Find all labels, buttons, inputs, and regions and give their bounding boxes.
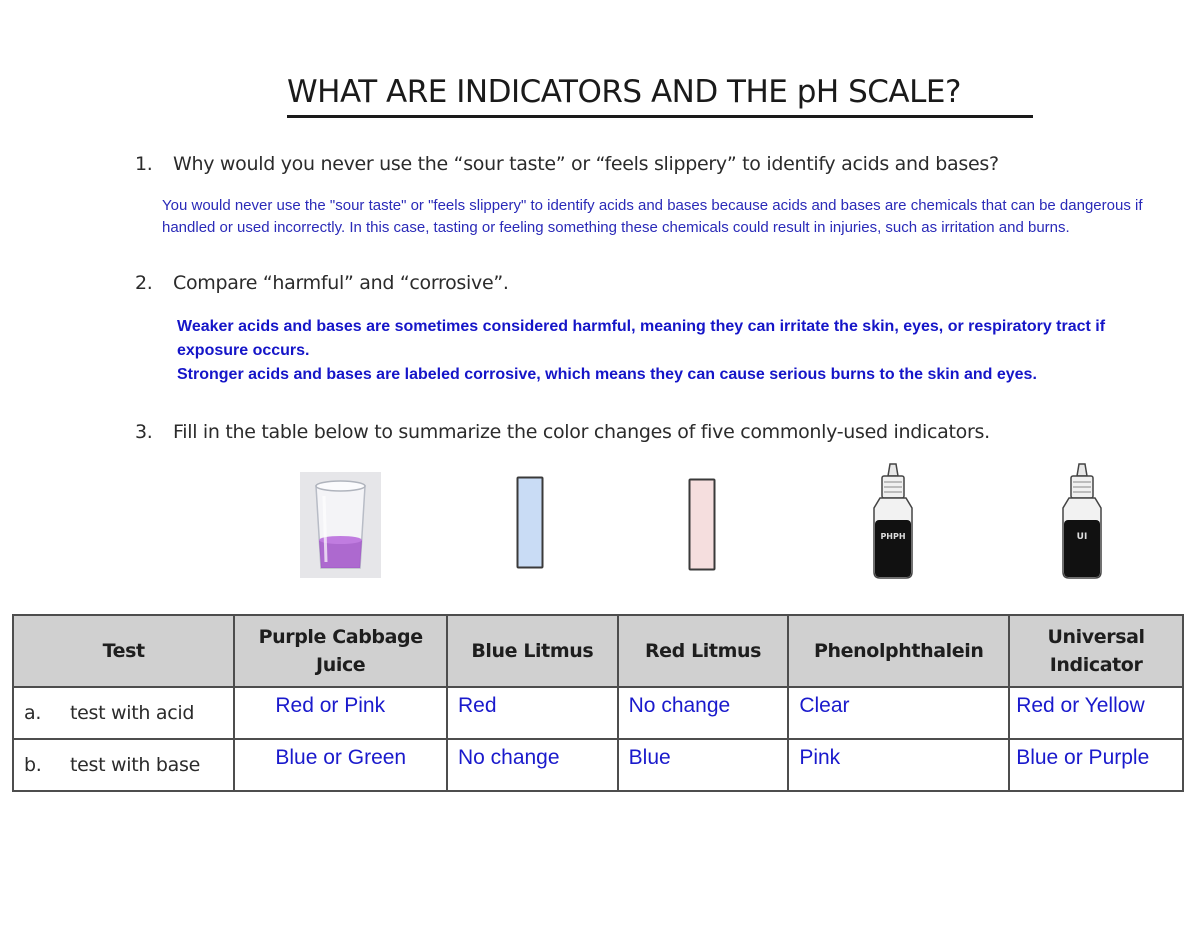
cell-acid-cabbage: Red or Pink [234, 687, 447, 739]
cell-acid-red-litmus: No change [618, 687, 789, 739]
cell-base-red-litmus: Blue [618, 739, 789, 791]
question-3-number: 3. [135, 421, 153, 443]
question-3-text: Fill in the table below to summarize the color changes of five commonly-used indicators. [173, 421, 990, 443]
question-2-text: Compare “harmful” and “corrosive”. [173, 272, 509, 294]
table-row [13, 687, 1183, 739]
title-underline [287, 115, 1033, 118]
row-test-name: test with acid [70, 702, 195, 724]
phenolphthalein-bottle-image [868, 462, 918, 585]
question-1 [135, 153, 999, 175]
row-test-name: test with base [70, 754, 200, 776]
universal-indicator-bottle-image [1057, 462, 1107, 585]
question-3 [135, 421, 990, 443]
question-2-number: 2. [135, 272, 153, 294]
header-blue-litmus: Blue Litmus [447, 615, 618, 687]
question-2 [135, 272, 509, 294]
red-litmus-strip-image [688, 478, 716, 577]
blue-litmus-strip-image [516, 476, 544, 575]
answer-1: You would never use the "sour taste" or "feels slippery" to identify acids and bases because acids and bases are chemicals that can be dangerous if handled or used incorrectly. In this case, tasting or feeling something these chemicals could result in injuries, such as irritation and burns. [162, 197, 1143, 236]
header-phenolphthalein: Phenolphthalein [788, 615, 1009, 687]
header-red-litmus: Red Litmus [618, 615, 789, 687]
header-purple-cabbage-juice: Purple Cabbage Juice [234, 615, 447, 687]
row-acid-label [13, 687, 234, 739]
cell-base-cabbage: Blue or Green [234, 739, 447, 791]
row-base-label [13, 739, 234, 791]
cell-base-phenolphthalein: Pink [788, 739, 1009, 791]
cabbage-juice-beaker-image [300, 472, 381, 578]
phenolphthalein-label: PHPH [880, 532, 906, 541]
universal-indicator-label: UI [1076, 532, 1088, 542]
cell-acid-universal: Red or Yellow [1009, 687, 1183, 739]
indicator-table [12, 614, 1184, 792]
row-letter: b. [24, 754, 42, 776]
header-test: Test [13, 615, 234, 687]
answer-2-corrosive: Stronger acids and bases are labeled corrosive, which means they can cause serious burns to the skin and eyes. [177, 366, 1037, 383]
cell-base-blue-litmus: No change [447, 739, 618, 791]
cell-acid-phenolphthalein: Clear [788, 687, 1009, 739]
cell-base-universal: Blue or Purple [1009, 739, 1183, 791]
question-1-text: Why would you never use the “sour taste” or “feels slippery” to identify acids and bases? [173, 153, 999, 175]
page-title: WHAT ARE INDICATORS AND THE pH SCALE? [287, 74, 961, 110]
answer-2 [177, 315, 1137, 387]
table-row [13, 739, 1183, 791]
header-universal-indicator: Universal Indicator [1009, 615, 1183, 687]
table-header-row [13, 615, 1183, 687]
answer-2-harmful: Weaker acids and bases are sometimes considered harmful, meaning they can irritate the skin, eyes, or respiratory tract if exposure occurs. [177, 318, 1106, 359]
question-1-number: 1. [135, 153, 153, 175]
cell-acid-blue-litmus: Red [447, 687, 618, 739]
row-letter: a. [24, 702, 42, 724]
